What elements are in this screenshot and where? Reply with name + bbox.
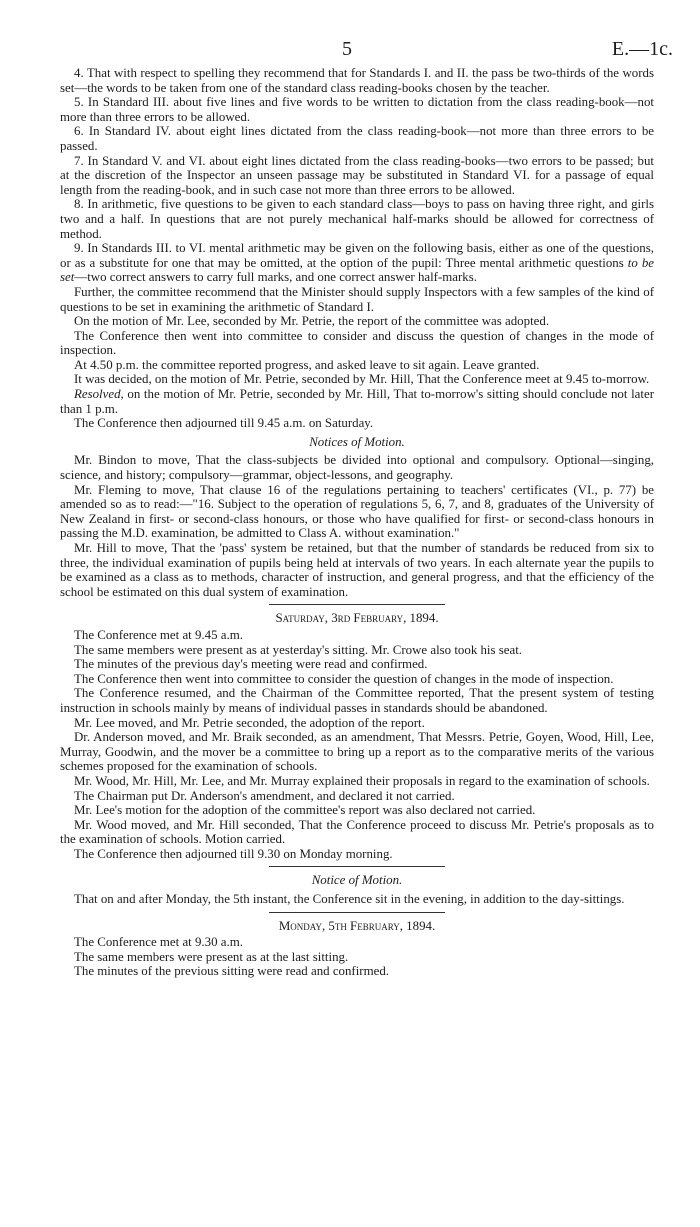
paragraph: That on and after Monday, the 5th instant, the Conference sit in the evening, in addition to the day-sittings. <box>74 892 625 907</box>
divider <box>269 866 445 867</box>
paragraph: The Conference met at 9.45 a.m. <box>74 627 243 642</box>
divider <box>269 604 445 605</box>
paragraph: 5. In Standard III. about five lines and five words to be written to dictation from the class reading-book—not more than three errors to be allowed. <box>60 95 654 124</box>
paragraph: Dr. Anderson moved, and Mr. Braik seconded, as an amendment, That Messrs. Petrie, Goyen, Wood, Hill, Lee, Murray, Goodwin, and the mover be a committee to bring up a report as to the comparative merits of the various schemes proposed for the examination of schools. <box>60 730 654 774</box>
page-body <box>60 66 654 979</box>
saturday-heading: Saturday, 3rd February, 1894. <box>275 611 439 626</box>
paragraph: Mr. Lee moved, and Mr. Petrie seconded, the adoption of the report. <box>74 715 425 730</box>
notice-heading: Notice of Motion. <box>311 873 403 888</box>
paragraph: The Conference met at 9.30 a.m. <box>74 935 243 950</box>
page-number: 5 <box>342 38 352 60</box>
paragraph: The minutes of the previous sitting were read and confirmed. <box>74 964 390 979</box>
paragraph: On the motion of Mr. Lee, seconded by Mr. Petrie, the report of the committee was adopted. <box>74 314 550 329</box>
text-run: 9. In Standards III. to VI. mental arithmetic may be given on the following basis, either as one of the questions, or as a substitute for one that may be omitted, at the option of the pupil: Three mental arithmetic questions <box>60 241 654 270</box>
monday-heading: Monday, 5th February, 1894. <box>278 918 436 933</box>
paragraph: 8. In arithmetic, five questions to be given to each standard class—boys to pass on having three right, and girls two and a half. In questions that are not purely mechanical half-marks should be allowed for correctness of method. <box>60 197 654 241</box>
paragraph: Further, the committee recommend that the Minister should supply Inspectors with a few samples of the kind of questions to be set in examining the arithmetic of Standard I. <box>60 284 654 314</box>
paragraph: The Conference resumed, and the Chairman of the Committee reported, That the present system of testing instruction in schools mainly by means of individual passes in standards should be abandoned. <box>60 686 654 715</box>
paragraph: The minutes of the previous day's meeting were read and confirmed. <box>74 657 428 672</box>
italic-text: Resolved, <box>74 387 124 402</box>
paragraph: Mr. Bindon to move, That the class-subjects be divided into optional and compulsory. Optional—singing, science, and history; compulsory—grammar, object-lessons, and geography. <box>60 453 654 483</box>
paragraph: Mr. Wood moved, and Mr. Hill seconded, That the Conference proceed to discuss Mr. Petrie's proposals as to the examination of schools. Motion carried. <box>60 817 654 847</box>
paragraph: The Conference then adjourned till 9.30 on Monday morning. <box>74 846 393 861</box>
notices-heading: Notices of Motion. <box>309 434 405 449</box>
paragraph: The Conference then went into committee to consider the question of changes in the mode of inspection. <box>74 671 614 686</box>
paragraph: Mr. Lee's motion for the adoption of the committee's report was also declared not carried. <box>74 803 536 818</box>
paragraph: The same members were present as at yesterday's sitting. Mr. Crowe also took his seat. <box>74 642 523 657</box>
paragraph: Mr. Wood, Mr. Hill, Mr. Lee, and Mr. Murray explained their proposals in regard to the examination of schools. <box>74 773 650 788</box>
paragraph: It was decided, on the motion of Mr. Petrie, seconded by Mr. Hill, That the Conference meet at 9.45 to-morrow. <box>74 372 650 387</box>
paragraph: The Conference then went into committee to consider and discuss the question of changes in the mode of inspection. <box>60 328 654 358</box>
paragraph: The Conference then adjourned till 9.45 a.m. on Saturday. <box>74 416 374 431</box>
italic-text: to be set <box>60 255 654 285</box>
paragraph <box>60 387 654 416</box>
divider <box>269 912 445 913</box>
paragraph: The same members were present as at the last sitting. <box>74 949 349 964</box>
paragraph: At 4.50 p.m. the committee reported progress, and asked leave to sit again. Leave granted. <box>74 357 540 372</box>
text-run: —two correct answers to carry full marks, and one correct answer half-marks. <box>74 270 477 285</box>
paragraph <box>60 241 654 285</box>
paragraph: 7. In Standard V. and VI. about eight lines dictated from the class reading-books—two errors to be passed; but at the discretion of the Inspector an unseen passage may be substituted in Standard VI. for a passage of equal length from the reading-book, and in such case not more than three errors to be allowed. <box>60 153 654 197</box>
paragraph: Mr. Hill to move, That the 'pass' system be retained, but that the number of standards be reduced from six to three, the individual examination of pupils being held at intervals of two years. In each alternate year the pupils to be examined as a class as to methods, character of instruction, and general progress, and that the efficiency of the school be estimated on this dual system of examination. <box>60 541 654 599</box>
paragraph: 6. In Standard IV. about eight lines dictated from the class reading-book—not more than three errors to be passed. <box>60 124 654 153</box>
document-code: E.—1c. <box>611 38 673 60</box>
paragraph: The Chairman put Dr. Anderson's amendment, and declared it not carried. <box>74 788 455 803</box>
paragraph: 4. That with respect to spelling they recommend that for Standards I. and II. the pass be two-thirds of the words set—the words to be taken from one of the standard class reading-books chosen by the teacher. <box>60 66 654 95</box>
text-run: on the motion of Mr. Petrie, seconded by Mr. Hill, That to-morrow's sitting should conclude not later than 1 p.m. <box>60 387 654 416</box>
paragraph: Mr. Fleming to move, That clause 16 of the regulations pertaining to teachers' certificates (VI., p. 77) be amended so as to read:—"16. Subject to the operation of regulations 5, 6, 7, and 8, graduates of the University of New Zealand in first- or second-class honours, or those who have qualified for first- or second-class honours in passing the M.D. examination, be admitted to Class A. without examination." <box>60 482 654 541</box>
